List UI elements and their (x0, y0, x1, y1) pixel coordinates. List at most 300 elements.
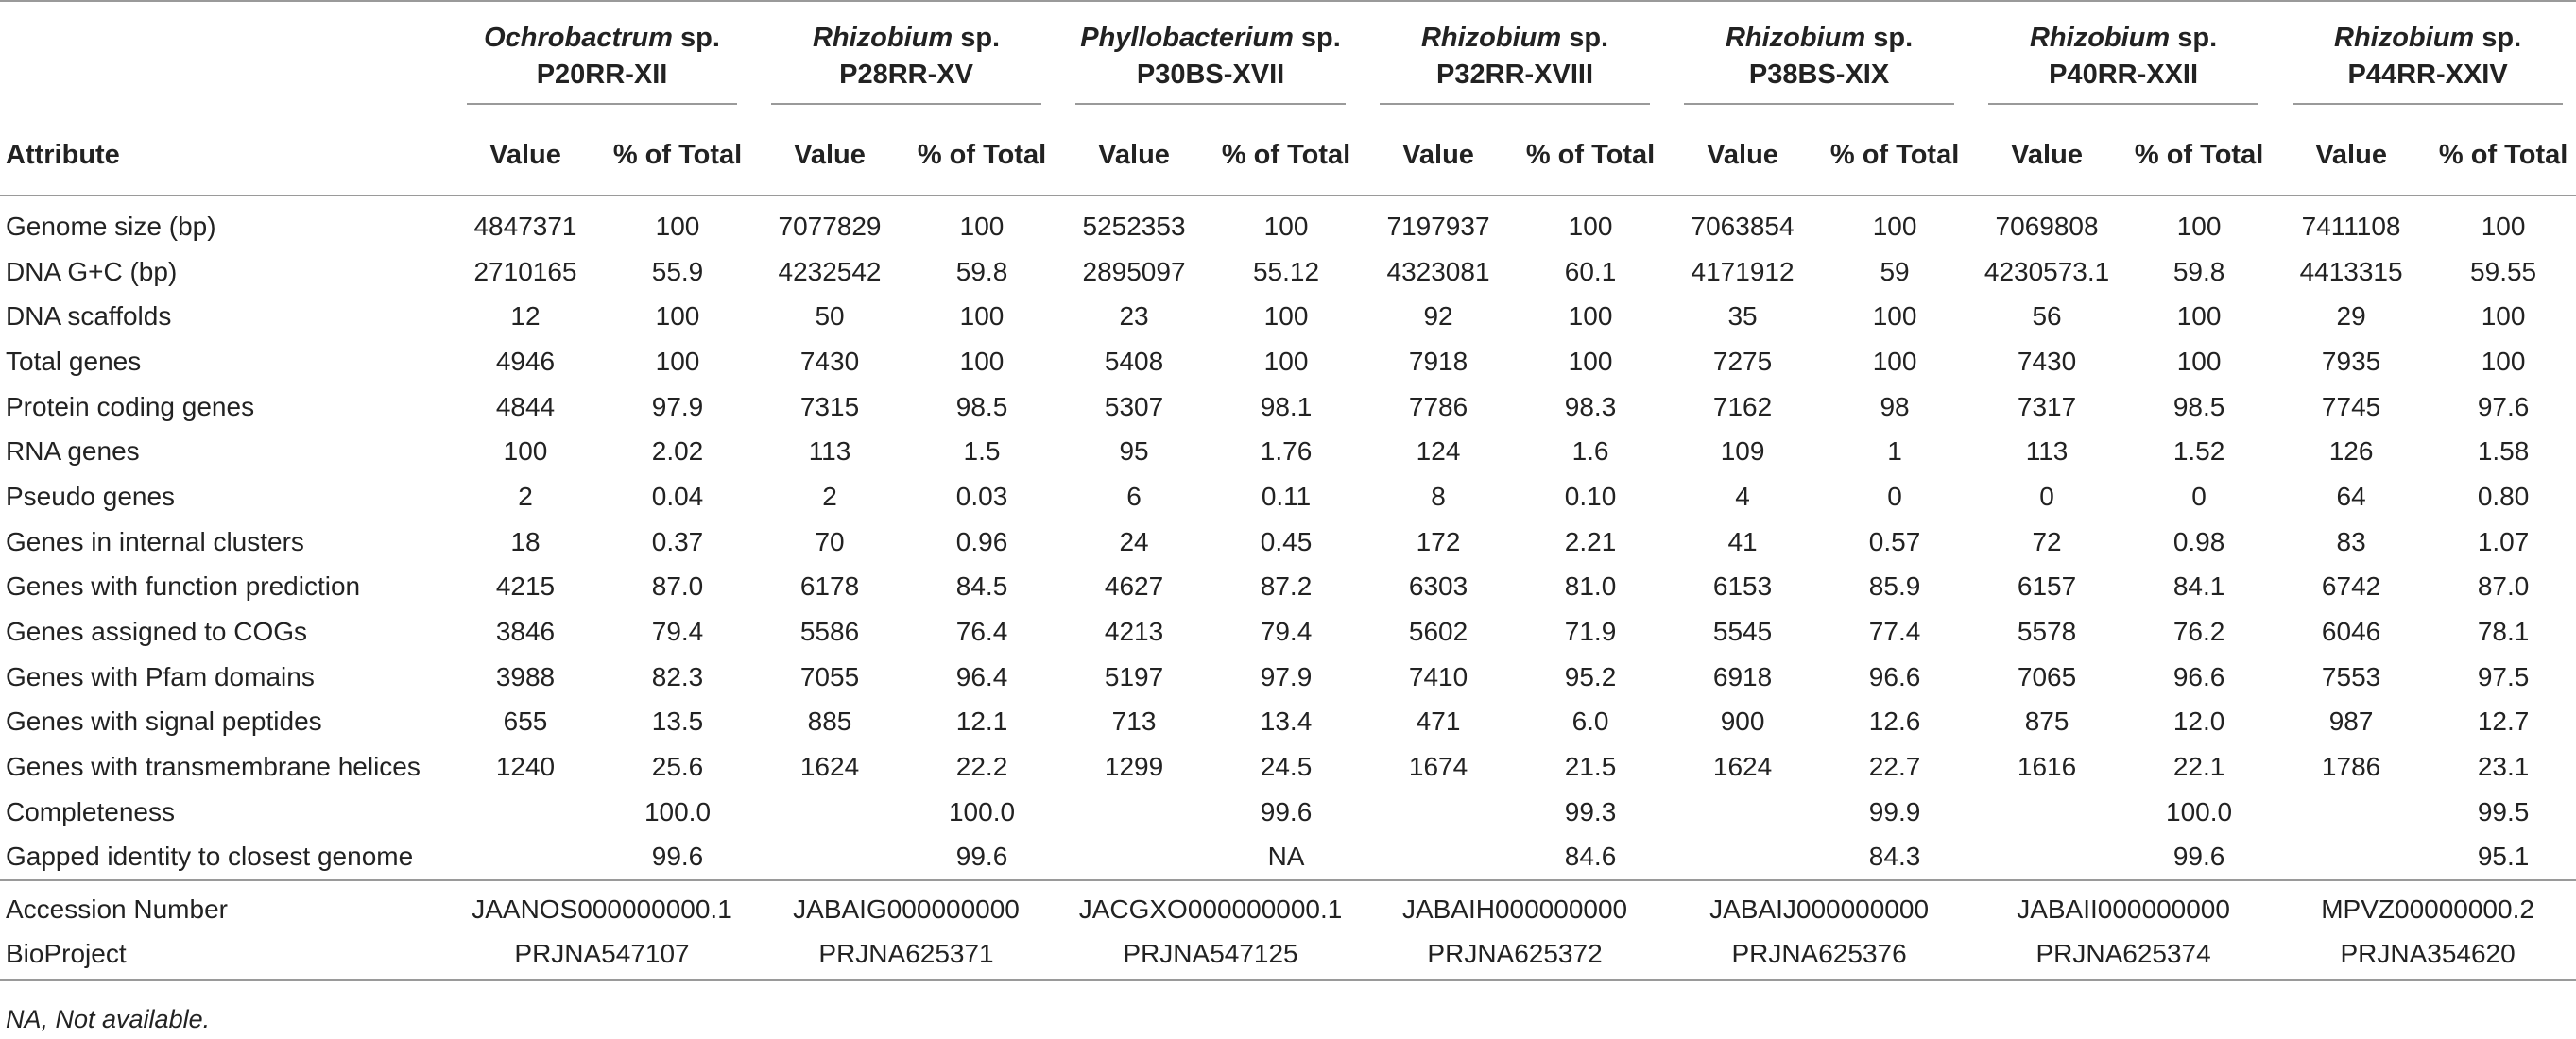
value-cell (1363, 835, 1514, 881)
percent-cell: 100 (1263, 346, 1309, 376)
attribute-header-spacer (0, 1, 450, 115)
percent-cell: 100.0 (644, 796, 712, 826)
value-cell: 6303 (1408, 571, 1468, 602)
percent-cell: 100 (2176, 301, 2222, 332)
organism-strain: P32RR-XVIII (1436, 60, 1594, 90)
value-cell: 4213 (1104, 617, 1164, 647)
value-cell: 655 (503, 707, 548, 737)
percent-cell: 100 (1568, 301, 1613, 332)
value-cell: 1299 (1104, 752, 1164, 782)
value-cell: 6918 (1712, 661, 1773, 691)
percent-cell: 100 (1568, 346, 1613, 376)
organism-suffix: sp. (953, 23, 1001, 53)
percent-cell: 99.9 (1868, 796, 1921, 826)
percent-cell: 97.6 (2477, 391, 2530, 421)
percent-cell: 0 (1887, 481, 1902, 511)
organism-header (450, 1, 754, 115)
value-cell: 124 (1416, 436, 1461, 467)
attribute-column-header: Attribute (0, 115, 450, 196)
table-row (0, 474, 2576, 520)
percent-cell: 0.98 (2172, 526, 2225, 556)
bioproject-label: BioProject (0, 931, 450, 980)
percent-cell: 87.2 (1260, 571, 1313, 602)
percent-cell: 99.6 (955, 842, 1008, 872)
value-cell: 471 (1416, 707, 1461, 737)
value-cell: 2710165 (473, 256, 577, 286)
percent-column-header: % of Total (2427, 115, 2576, 196)
organism-suffix: sp. (1561, 23, 1609, 53)
organism-header (2275, 1, 2576, 115)
percent-cell: 12.6 (1868, 707, 1921, 737)
value-cell: 1624 (799, 752, 860, 782)
percent-cell: 98.3 (1564, 391, 1617, 421)
percent-cell: 100 (655, 301, 700, 332)
value-cell: 2 (518, 481, 533, 511)
percent-cell: 1.6 (1571, 436, 1609, 467)
percent-cell: 100 (1568, 211, 1613, 241)
percent-cell: 12.7 (2477, 707, 2530, 737)
value-column-header: Value (2275, 115, 2427, 196)
value-cell: 1616 (2017, 752, 2077, 782)
value-cell: 5197 (1104, 661, 1164, 691)
value-cell: 713 (1111, 707, 1157, 737)
percent-cell: 98.1 (1260, 391, 1313, 421)
organism-name (484, 23, 720, 53)
organism-genus: Rhizobium (2334, 23, 2475, 53)
value-cell: 7055 (799, 661, 860, 691)
percent-cell: 0.45 (1260, 526, 1313, 556)
percent-cell: 100 (1263, 301, 1309, 332)
value-cell (1971, 790, 2122, 835)
percent-cell: 0.96 (955, 526, 1008, 556)
organism-strain: P20RR-XII (536, 60, 668, 90)
value-cell (1058, 790, 1210, 835)
value-cell: 4847371 (473, 211, 577, 241)
percent-cell: 71.9 (1564, 617, 1617, 647)
value-cell: 3988 (495, 661, 556, 691)
value-cell: 8 (1431, 481, 1446, 511)
attribute-cell: Genes assigned to COGs (6, 617, 308, 647)
attribute-cell: Genes with signal peptides (6, 707, 322, 737)
value-cell: 64 (2336, 481, 2366, 511)
value-cell: 900 (1720, 707, 1765, 737)
table-row (0, 520, 2576, 565)
organism-strain: P38BS-XIX (1748, 60, 1890, 90)
value-cell: 7430 (2017, 346, 2077, 376)
value-cell: 5307 (1104, 391, 1164, 421)
attribute-cell: Gapped identity to closest genome (6, 842, 414, 872)
attribute-cell: DNA G+C (bp) (6, 256, 178, 286)
value-cell: 6046 (2321, 617, 2381, 647)
value-cell (1667, 790, 1818, 835)
percent-cell: 78.1 (2477, 617, 2530, 647)
accession-number-cell: MPVZ00000000.2 (2275, 880, 2576, 931)
value-cell: 1674 (1408, 752, 1468, 782)
attribute-cell: Genes with transmembrane helices (6, 752, 421, 782)
organism-suffix: sp. (2170, 23, 2218, 53)
organism-header-label (1380, 20, 1650, 105)
percent-cell: 1.52 (2172, 436, 2225, 467)
percent-cell: 59.8 (955, 256, 1008, 286)
organism-suffix: sp. (2474, 23, 2522, 53)
percent-cell: 25.6 (651, 752, 704, 782)
percent-cell: 96.6 (1868, 661, 1921, 691)
organism-header-label (467, 20, 737, 105)
table-row (0, 744, 2576, 790)
percent-cell: 98.5 (2172, 391, 2225, 421)
percent-cell: 99.6 (1260, 796, 1313, 826)
percent-cell: 0.80 (2477, 481, 2530, 511)
organism-header-label (1075, 20, 1346, 105)
value-column-header: Value (1667, 115, 1818, 196)
value-cell: 3846 (495, 617, 556, 647)
percent-cell: 22.1 (2172, 752, 2225, 782)
percent-cell: 100 (1872, 211, 1917, 241)
percent-cell: 0.03 (955, 481, 1008, 511)
value-cell: 5602 (1408, 617, 1468, 647)
table-row (0, 196, 2576, 249)
organism-genus: Rhizobium (1725, 23, 1866, 53)
value-cell (1363, 790, 1514, 835)
value-cell: 6 (1126, 481, 1142, 511)
percent-cell: 99.6 (2172, 842, 2225, 872)
percent-cell: 100 (655, 211, 700, 241)
value-cell (754, 835, 905, 881)
accession-number-cell: JABAII000000000 (1971, 880, 2275, 931)
percent-cell: 77.4 (1868, 617, 1921, 647)
organism-name (2334, 23, 2521, 53)
percent-cell: 76.2 (2172, 617, 2225, 647)
organism-header (1363, 1, 1667, 115)
attribute-cell: Protein coding genes (6, 391, 255, 421)
table-row (0, 249, 2576, 295)
value-cell: 70 (815, 526, 845, 556)
value-cell: 7063854 (1691, 211, 1795, 241)
percent-cell: 82.3 (651, 661, 704, 691)
percent-cell: 100 (2481, 211, 2526, 241)
organism-header-row (0, 1, 2576, 115)
value-cell: 7197937 (1386, 211, 1490, 241)
percent-cell: 79.4 (1260, 617, 1313, 647)
organism-strain: P30BS-XVII (1136, 60, 1285, 90)
value-cell: 5578 (2017, 617, 2077, 647)
percent-cell: 1.76 (1260, 436, 1313, 467)
percent-cell: 21.5 (1564, 752, 1617, 782)
organism-header (1058, 1, 1363, 115)
organism-header (754, 1, 1058, 115)
value-cell (1971, 835, 2122, 881)
percent-cell: 0 (2191, 481, 2207, 511)
percent-cell: 96.4 (955, 661, 1008, 691)
bioproject-cell: PRJNA354620 (2275, 931, 2576, 980)
value-cell: 5252353 (1082, 211, 1186, 241)
organism-strain: P44RR-XXIV (2347, 60, 2508, 90)
attribute-cell: Genes in internal clusters (6, 526, 304, 556)
organism-genus: Rhizobium (1420, 23, 1562, 53)
value-cell: 4323081 (1386, 256, 1490, 286)
percent-cell: 79.4 (651, 617, 704, 647)
value-cell (450, 835, 601, 881)
value-cell: 113 (808, 436, 851, 467)
value-cell: 92 (1423, 301, 1453, 332)
value-cell: 4 (1735, 481, 1750, 511)
value-cell (450, 790, 601, 835)
value-cell: 7315 (799, 391, 860, 421)
percent-cell: 100 (2176, 211, 2222, 241)
percent-cell: 81.0 (1564, 571, 1617, 602)
value-cell: 7162 (1712, 391, 1773, 421)
organism-header-label (771, 20, 1041, 105)
organism-header-label (1684, 20, 1954, 105)
percent-cell: 12.1 (955, 707, 1008, 737)
accession-number-cell: JAANOS000000000.1 (450, 880, 754, 931)
table-accession-section (0, 880, 2576, 980)
percent-cell: 100 (1872, 301, 1917, 332)
percent-cell: 100 (959, 346, 1005, 376)
percent-cell: 100 (959, 301, 1005, 332)
percent-cell: 0.04 (651, 481, 704, 511)
percent-cell: 2.02 (651, 436, 704, 467)
percent-cell: 55.9 (651, 256, 704, 286)
table-row (0, 294, 2576, 339)
value-cell: 7553 (2321, 661, 2381, 691)
value-cell: 7065 (2017, 661, 2077, 691)
percent-column-header: % of Total (2122, 115, 2275, 196)
percent-column-header: % of Total (601, 115, 754, 196)
value-cell: 7918 (1408, 346, 1468, 376)
percent-cell: 1.07 (2477, 526, 2530, 556)
value-cell: 875 (2024, 707, 2069, 737)
value-cell: 24 (1119, 526, 1149, 556)
value-cell (1667, 835, 1818, 881)
percent-cell: 1.58 (2477, 436, 2530, 467)
value-cell: 6157 (2017, 571, 2077, 602)
value-cell: 7786 (1408, 391, 1468, 421)
table-row (0, 790, 2576, 835)
value-cell: 7410 (1408, 661, 1468, 691)
percent-cell: NA (1267, 842, 1305, 872)
percent-cell: 100 (2176, 346, 2222, 376)
percent-cell: 59 (1880, 256, 1910, 286)
value-cell: 18 (510, 526, 541, 556)
percent-column-header: % of Total (1210, 115, 1363, 196)
attribute-cell: Genes with Pfam domains (6, 661, 315, 691)
organism-suffix: sp. (1293, 23, 1341, 53)
value-cell: 126 (2328, 436, 2374, 467)
percent-cell: 85.9 (1868, 571, 1921, 602)
attribute-cell: Pseudo genes (6, 481, 176, 511)
attribute-cell: Genes with function prediction (6, 571, 361, 602)
percent-cell: 100 (655, 346, 700, 376)
table-row (0, 565, 2576, 610)
value-cell: 4844 (495, 391, 556, 421)
percent-cell: 0.10 (1564, 481, 1617, 511)
value-cell (754, 790, 905, 835)
organism-genus: Ochrobactrum (484, 23, 673, 53)
value-cell: 1786 (2321, 752, 2381, 782)
value-cell: 4232542 (778, 256, 882, 286)
value-cell: 4627 (1104, 571, 1164, 602)
table-row (0, 384, 2576, 430)
table-row (0, 655, 2576, 700)
value-cell: 29 (2336, 301, 2366, 332)
percent-cell: 12.0 (2172, 707, 2225, 737)
organism-header (1971, 1, 2275, 115)
value-cell (2275, 790, 2427, 835)
percent-cell: 1.5 (963, 436, 1001, 467)
percent-cell: 13.4 (1260, 707, 1313, 737)
percent-cell: 84.1 (2172, 571, 2225, 602)
value-cell: 4171912 (1691, 256, 1795, 286)
organism-name (2030, 23, 2217, 53)
percent-cell: 22.2 (955, 752, 1008, 782)
table-row (0, 835, 2576, 881)
organism-strain: P28RR-XV (839, 60, 973, 90)
percent-cell: 76.4 (955, 617, 1008, 647)
value-cell: 7935 (2321, 346, 2381, 376)
percent-cell: 0.11 (1261, 481, 1312, 511)
percent-cell: 55.12 (1252, 256, 1320, 286)
attribute-cell: RNA genes (6, 436, 140, 467)
percent-cell: 96.6 (2172, 661, 2225, 691)
value-cell: 5586 (799, 617, 860, 647)
percent-cell: 100 (1872, 346, 1917, 376)
percent-cell: 100 (2481, 301, 2526, 332)
value-cell: 6153 (1712, 571, 1773, 602)
organism-name (1421, 23, 1608, 53)
percent-cell: 59.8 (2172, 256, 2225, 286)
value-cell: 113 (2025, 436, 2069, 467)
value-cell: 5545 (1712, 617, 1773, 647)
value-cell: 2895097 (1082, 256, 1186, 286)
percent-cell: 59.55 (2470, 256, 2537, 286)
value-cell: 4230573.1 (1984, 256, 2110, 286)
bioproject-cell: PRJNA547107 (450, 931, 754, 980)
organism-name (1080, 23, 1341, 53)
accession-label: Accession Number (0, 880, 450, 931)
value-cell: 172 (1416, 526, 1461, 556)
value-column-header: Value (1971, 115, 2122, 196)
bioproject-cell: PRJNA625372 (1363, 931, 1667, 980)
percent-cell: 0.37 (651, 526, 704, 556)
value-cell: 109 (1720, 436, 1765, 467)
table-footnote: NA, Not available. (6, 1005, 211, 1033)
percent-cell: 97.9 (1260, 661, 1313, 691)
organism-header (1667, 1, 1971, 115)
percent-cell: 6.0 (1571, 707, 1609, 737)
organism-header-label (2293, 20, 2563, 105)
value-cell: 885 (807, 707, 852, 737)
value-cell: 0 (2039, 481, 2054, 511)
table-header (0, 1, 2576, 196)
column-header-row (0, 115, 2576, 196)
percent-cell: 100 (959, 211, 1005, 241)
percent-cell: 87.0 (2477, 571, 2530, 602)
percent-cell: 23.1 (2477, 752, 2530, 782)
value-cell: 4413315 (2299, 256, 2403, 286)
organism-name (813, 23, 1000, 53)
percent-cell: 97.9 (651, 391, 704, 421)
organism-strain: P40RR-XXII (2049, 60, 2199, 90)
value-column-header: Value (450, 115, 601, 196)
value-cell: 56 (2032, 301, 2062, 332)
value-cell: 35 (1727, 301, 1758, 332)
percent-cell: 95.1 (2477, 842, 2530, 872)
value-cell: 50 (815, 301, 845, 332)
accession-row (0, 880, 2576, 931)
organism-genus: Rhizobium (812, 23, 953, 53)
percent-cell: 98 (1880, 391, 1910, 421)
percent-cell: 13.5 (651, 707, 704, 737)
percent-cell: 84.6 (1564, 842, 1617, 872)
percent-cell: 100 (2481, 346, 2526, 376)
percent-cell: 87.0 (651, 571, 704, 602)
percent-column-header: % of Total (1818, 115, 1971, 196)
value-cell: 7430 (799, 346, 860, 376)
percent-cell: 60.1 (1564, 256, 1617, 286)
value-cell: 4215 (495, 571, 556, 602)
percent-cell: 22.7 (1868, 752, 1921, 782)
organism-suffix: sp. (1865, 23, 1914, 53)
percent-cell: 99.6 (651, 842, 704, 872)
value-cell: 7069808 (1995, 211, 2099, 241)
percent-cell: 100.0 (2166, 796, 2233, 826)
percent-cell: 0.57 (1868, 526, 1921, 556)
value-cell: 7275 (1712, 346, 1773, 376)
organism-genus: Phyllobacterium (1080, 23, 1294, 53)
value-cell: 12 (510, 301, 541, 332)
value-cell: 7411108 (2301, 211, 2401, 241)
percent-cell: 99.3 (1564, 796, 1617, 826)
bioproject-cell: PRJNA547125 (1058, 931, 1363, 980)
bioproject-cell: PRJNA625376 (1667, 931, 1971, 980)
value-cell: 4946 (495, 346, 556, 376)
table-row (0, 609, 2576, 655)
value-cell: 7745 (2321, 391, 2381, 421)
value-cell: 6178 (799, 571, 860, 602)
percent-cell: 1 (1887, 436, 1902, 467)
table-row (0, 339, 2576, 384)
attribute-cell: Completeness (6, 796, 175, 826)
percent-cell: 84.5 (955, 571, 1008, 602)
table-body (0, 196, 2576, 880)
value-cell: 95 (1119, 436, 1149, 467)
attribute-cell: DNA scaffolds (6, 301, 172, 332)
value-cell (1058, 835, 1210, 881)
value-column-header: Value (1058, 115, 1210, 196)
organism-suffix: sp. (672, 23, 720, 53)
accession-number-cell: JACGXO000000000.1 (1058, 880, 1363, 931)
percent-cell: 2.21 (1564, 526, 1617, 556)
value-cell: 1240 (495, 752, 556, 782)
value-column-header: Value (1363, 115, 1514, 196)
attribute-cell: Genome size (bp) (6, 211, 216, 241)
accession-number-cell: JABAIH000000000 (1363, 880, 1667, 931)
table-row (0, 700, 2576, 745)
percent-cell: 99.5 (2477, 796, 2530, 826)
value-cell: 7077829 (778, 211, 882, 241)
value-cell: 987 (2328, 707, 2374, 737)
value-cell: 100 (503, 436, 548, 467)
attribute-cell: Total genes (6, 346, 142, 376)
value-cell (2275, 835, 2427, 881)
bioproject-cell: PRJNA625374 (1971, 931, 2275, 980)
percent-cell: 95.2 (1564, 661, 1617, 691)
percent-cell: 84.3 (1868, 842, 1921, 872)
percent-column-header: % of Total (905, 115, 1058, 196)
value-cell: 1624 (1712, 752, 1773, 782)
value-cell: 6742 (2321, 571, 2381, 602)
